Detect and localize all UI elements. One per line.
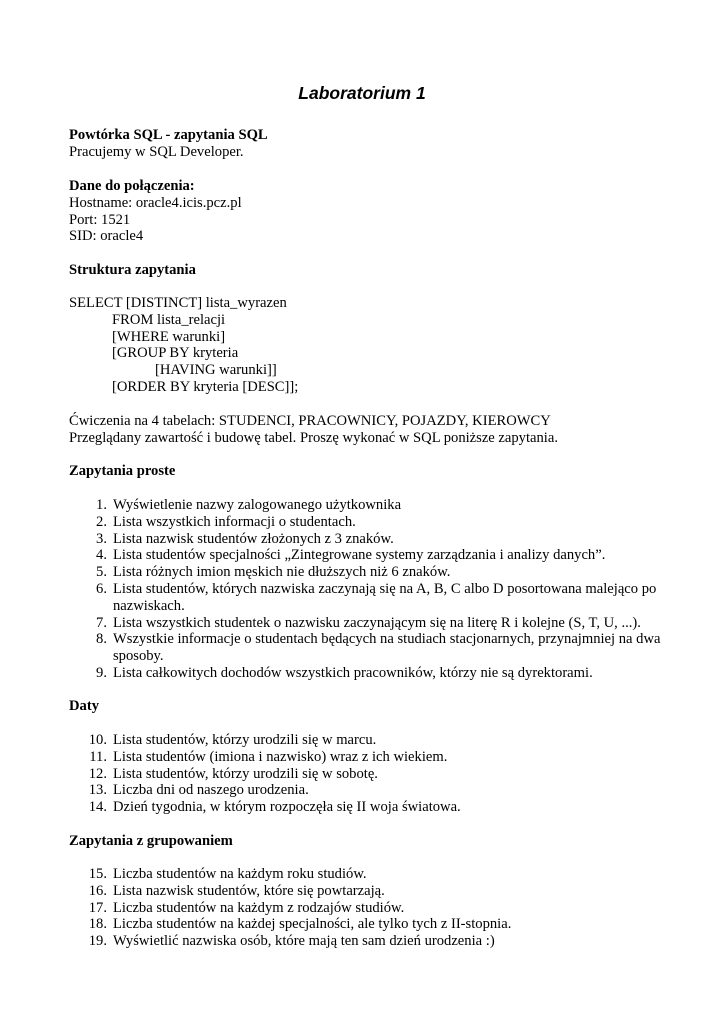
- list-item: [69, 799, 689, 816]
- list-item: [69, 497, 689, 514]
- list-item: [69, 581, 689, 615]
- item-text: Lista różnych imion męskich nie dłuższych niż 6 znaków.: [113, 564, 451, 581]
- item-number: 13.: [88, 782, 107, 799]
- connection-sid: SID: oracle4: [69, 228, 144, 245]
- list-item: [69, 564, 689, 581]
- exercises-line-1: Ćwiczenia na 4 tabelach: STUDENCI, PRACOWNICY, POJAZDY, KIEROWCY: [69, 413, 551, 429]
- section-heading-dates: [69, 698, 689, 715]
- list-item: [69, 782, 689, 799]
- item-text: Liczba dni od naszego urodzenia.: [113, 782, 309, 799]
- item-number: 5.: [96, 564, 107, 581]
- simple-queries-list: [69, 497, 689, 682]
- section-heading: Daty: [69, 698, 99, 714]
- item-number: 19.: [88, 933, 107, 950]
- list-item: [69, 866, 689, 883]
- item-number: 9.: [96, 664, 107, 681]
- list-item: [69, 900, 689, 917]
- intro-line: Pracujemy w SQL Developer.: [69, 143, 244, 160]
- item-number: 8.: [96, 631, 107, 648]
- item-number: 4.: [96, 547, 107, 564]
- sql-line-select: SELECT [DISTINCT] lista_wyrazen: [69, 295, 287, 311]
- connection-port: Port: 1521: [69, 211, 131, 228]
- item-text: Lista nazwisk studentów, które się powtarzają.: [113, 882, 385, 899]
- dates-list: [69, 732, 689, 816]
- item-text: Lista całkowitych dochodów wszystkich pracowników, którzy nie są dyrektorami.: [113, 664, 593, 681]
- list-item: [69, 933, 689, 950]
- sql-line-where: [WHERE warunki]: [112, 328, 226, 345]
- item-text: Liczba studentów na każdym z rodzajów studiów.: [113, 899, 405, 916]
- structure-heading: Struktura zapytania: [69, 262, 196, 278]
- exercises-block: [69, 413, 689, 447]
- item-number: 2.: [96, 513, 107, 530]
- item-number: 14.: [88, 799, 107, 816]
- section-heading-simple: [69, 463, 689, 480]
- item-text: Wyświetlić nazwiska osób, które mają ten sam dzień urodzenia :): [113, 933, 495, 950]
- item-number: 7.: [96, 614, 107, 631]
- item-number: 17.: [88, 899, 107, 916]
- item-text: Lista studentów, którzy urodzili się w sobotę.: [113, 765, 378, 782]
- connection-hostname: Hostname: oracle4.icis.pcz.pl: [69, 194, 242, 211]
- list-item: [69, 749, 689, 766]
- intro-block: [69, 127, 689, 161]
- list-item: [69, 531, 689, 548]
- item-number: 3.: [96, 530, 107, 547]
- item-text: Wszystkie informacje o studentach będących na studiach stacjonarnych, przynajmniej na dwa sposoby.: [113, 631, 661, 665]
- item-text: Lista nazwisk studentów złożonych z 3 znaków.: [113, 530, 394, 547]
- item-text: Lista wszystkich informacji o studentach.: [113, 513, 356, 530]
- list-item: [69, 883, 689, 900]
- list-item: [69, 766, 689, 783]
- sql-syntax-block: [69, 295, 689, 396]
- grouping-list: [69, 866, 689, 950]
- intro-heading: Powtórka SQL - zapytania SQL: [69, 127, 268, 143]
- sql-line-from: FROM lista_relacji: [112, 311, 226, 328]
- sql-line-having: [HAVING warunki]]: [155, 362, 277, 379]
- item-text: Lista wszystkich studentek o nazwisku zaczynającym się na literę R i kolejne (S, T, U, ...).: [113, 614, 641, 631]
- item-number: 12.: [88, 765, 107, 782]
- item-text: Dzień tygodnia, w którym rozpoczęła się II woja światowa.: [113, 799, 461, 816]
- item-number: 6.: [96, 580, 107, 597]
- item-text: Lista studentów, których nazwiska zaczynają się na A, B, C albo D posortowana malejąco po nazwiskach.: [113, 580, 657, 614]
- item-text: Liczba studentów na każdym roku studiów.: [113, 866, 367, 882]
- item-text: Wyświetlenie nazwy zalogowanego użytkownika: [113, 497, 402, 513]
- list-item: [69, 916, 689, 933]
- item-text: Lista studentów (imiona i nazwisko) wraz z ich wiekiem.: [113, 748, 448, 765]
- sql-line-group-by: [GROUP BY kryteria: [112, 345, 239, 362]
- item-number: 15.: [88, 866, 107, 882]
- list-item: [69, 615, 689, 632]
- item-text: Lista studentów, którzy urodzili się w marcu.: [113, 732, 377, 748]
- item-text: Liczba studentów na każdej specjalności, ale tylko tych z II-stopnia.: [113, 916, 512, 933]
- connection-heading: Dane do połączenia:: [69, 178, 195, 194]
- list-item: [69, 547, 689, 564]
- list-item: [69, 665, 689, 682]
- exercises-line-2: Przeglądany zawartość i budowę tabel. Proszę wykonać w SQL poniższe zapytania.: [69, 429, 558, 446]
- list-item: [69, 514, 689, 531]
- item-number: 16.: [88, 882, 107, 899]
- item-number: 1.: [96, 497, 107, 513]
- item-number: 11.: [89, 748, 107, 765]
- item-number: 18.: [88, 916, 107, 933]
- section-heading: Zapytania z grupowaniem: [69, 833, 233, 849]
- connection-block: [69, 178, 689, 245]
- item-number: 10.: [88, 732, 107, 748]
- list-item: [69, 631, 689, 665]
- section-heading-grouping: [69, 833, 689, 850]
- section-heading: Zapytania proste: [69, 463, 176, 479]
- item-text: Lista studentów specjalności „Zintegrowane systemy zarządzania i analizy danych”.: [113, 547, 606, 564]
- sql-line-order-by: [ORDER BY kryteria [DESC]];: [112, 378, 299, 395]
- page-title: Laboratorium 1: [298, 83, 426, 103]
- list-item: [69, 732, 689, 749]
- structure-block: [69, 262, 689, 279]
